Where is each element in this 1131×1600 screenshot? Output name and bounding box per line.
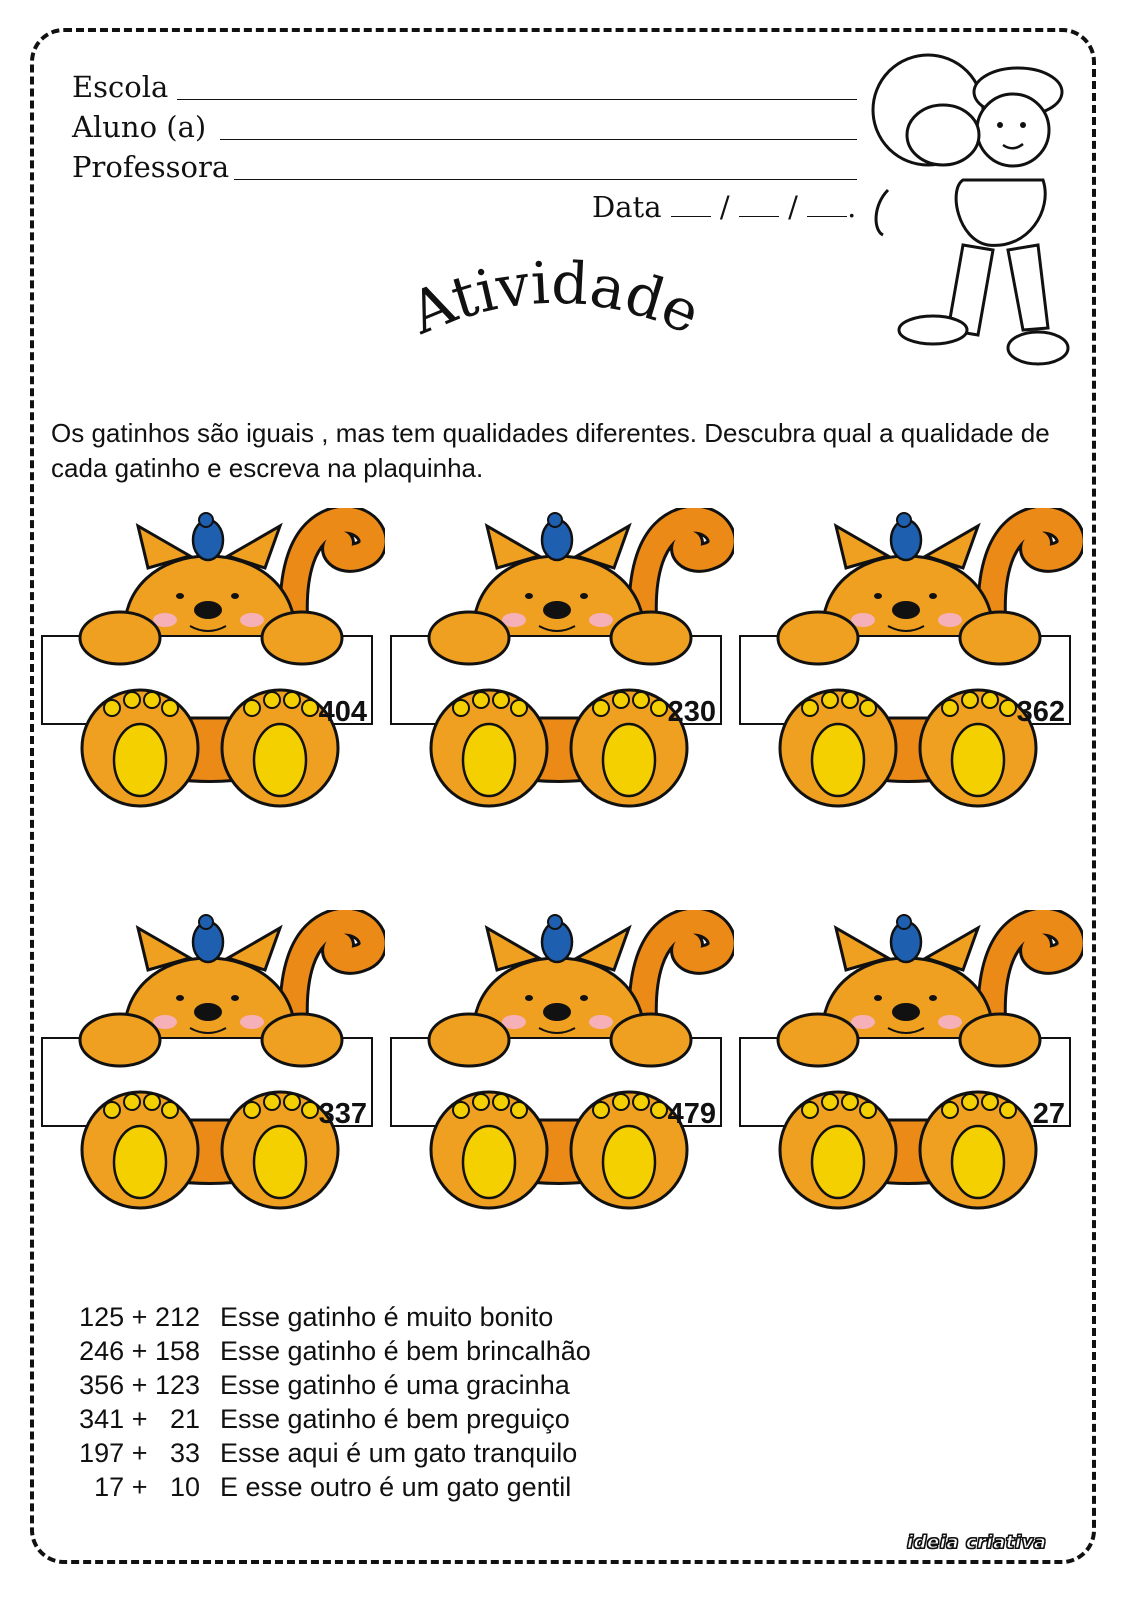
list-item bbox=[52, 1300, 591, 1334]
quality-text: Esse aqui é um gato tranquilo bbox=[220, 1438, 578, 1468]
quality-expression: 356 + 123 bbox=[79, 1370, 200, 1400]
escola-label: Escola bbox=[72, 70, 169, 104]
professora-label: Professora bbox=[72, 150, 230, 184]
cat-sign-answer[interactable] bbox=[44, 1040, 370, 1124]
date-month-blank[interactable] bbox=[739, 192, 779, 217]
quality-expression: 246 + 158 bbox=[79, 1336, 200, 1366]
aluno-field[interactable] bbox=[72, 110, 872, 144]
date-year-blank[interactable] bbox=[807, 192, 847, 217]
cat-card-1 bbox=[40, 508, 385, 818]
title-atividade bbox=[390, 258, 720, 358]
professora-line bbox=[234, 179, 857, 180]
cat-number: 230 bbox=[667, 696, 716, 728]
quality-text: Esse gatinho é muito bonito bbox=[220, 1302, 554, 1332]
cat-card-6 bbox=[738, 910, 1083, 1220]
quality-text: E esse outro é um gato gentil bbox=[220, 1472, 572, 1502]
cat-number: 27 bbox=[1032, 1098, 1065, 1130]
cat-sign-answer[interactable] bbox=[393, 1040, 719, 1124]
cat-sign-answer[interactable] bbox=[742, 1040, 1068, 1124]
qualities-list bbox=[52, 1300, 591, 1504]
footer-brand-logo: ideia criativa bbox=[907, 1532, 1047, 1553]
quality-expression: 125 + 212 bbox=[79, 1302, 200, 1332]
date-label: Data bbox=[592, 190, 662, 224]
boy-with-teddy-illustration bbox=[868, 30, 1078, 375]
cat-card-5 bbox=[389, 910, 734, 1220]
date-field[interactable] bbox=[592, 190, 856, 224]
aluno-label: Aluno (a) bbox=[72, 110, 207, 144]
professora-field[interactable] bbox=[72, 150, 872, 184]
cat-sign-answer[interactable] bbox=[393, 638, 719, 722]
date-end: . bbox=[847, 190, 857, 224]
cat-number: 479 bbox=[667, 1098, 716, 1130]
quality-text: Esse gatinho é bem brincalhão bbox=[220, 1336, 591, 1366]
cat-sign-answer[interactable] bbox=[44, 638, 370, 722]
list-item bbox=[52, 1402, 591, 1436]
cat-card-4 bbox=[40, 910, 385, 1220]
date-sep-1: / bbox=[719, 190, 730, 224]
list-item bbox=[52, 1436, 591, 1470]
cat-sign-answer[interactable] bbox=[742, 638, 1068, 722]
quality-expression: 17 + 10 bbox=[94, 1472, 200, 1502]
quality-expression: 197 + 33 bbox=[79, 1438, 200, 1468]
cat-number: 337 bbox=[318, 1098, 367, 1130]
list-item bbox=[52, 1334, 591, 1368]
instructions: Os gatinhos são iguais , mas tem qualidades diferentes. Descubra qual a qualidade de cada gatinho e escreva na plaquinha. bbox=[51, 418, 1050, 483]
cat-card-2 bbox=[389, 508, 734, 818]
escola-field[interactable] bbox=[72, 70, 872, 104]
svg-text:Atividade: Atividade bbox=[400, 258, 710, 348]
cat-card-3 bbox=[738, 508, 1083, 818]
date-sep-2: / bbox=[788, 190, 798, 224]
list-item bbox=[52, 1470, 591, 1504]
quality-expression: 341 + 21 bbox=[79, 1404, 200, 1434]
cat-number: 404 bbox=[318, 696, 367, 728]
aluno-line bbox=[220, 139, 857, 140]
list-item bbox=[52, 1368, 591, 1402]
cat-number: 362 bbox=[1016, 696, 1065, 728]
date-day-blank[interactable] bbox=[671, 192, 711, 217]
quality-text: Esse gatinho é uma gracinha bbox=[220, 1370, 570, 1400]
escola-line bbox=[177, 99, 857, 100]
quality-text: Esse gatinho é bem preguiço bbox=[220, 1404, 570, 1434]
